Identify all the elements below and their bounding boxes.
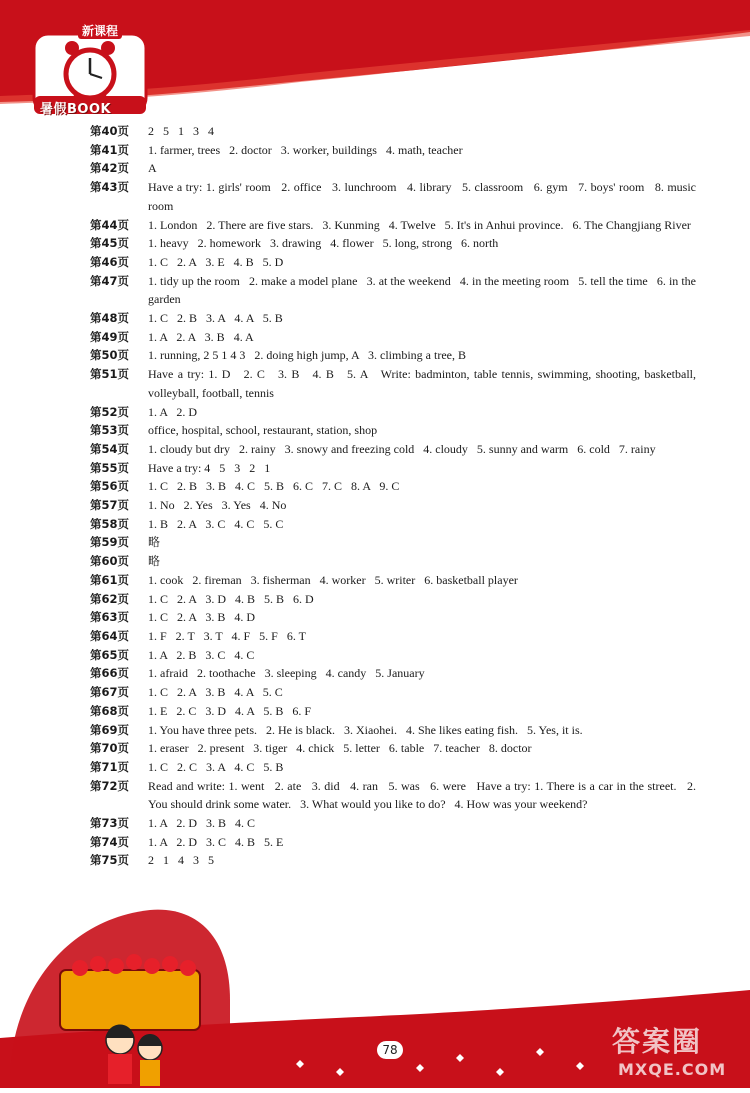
answer-row	[90, 552, 696, 571]
answer-text: 1. farmer, trees 2. doctor 3. worker, buildings 4. math, teacher	[148, 142, 463, 157]
answer-text: office, hospital, school, restaurant, station, shop	[148, 423, 378, 438]
answer-text: 2 5 1 3 4	[148, 124, 214, 138]
watermark-cn: 答案圈	[612, 1025, 703, 1058]
watermark-en: MXQE.COM	[618, 1060, 727, 1079]
answer-row	[90, 477, 696, 496]
answer-row	[90, 159, 696, 178]
answer-row	[90, 440, 696, 459]
answer-text: 1. afraid 2. toothache 3. sleeping 4. candy 5. January	[148, 666, 425, 681]
answer-row	[90, 590, 696, 609]
answer-row	[90, 721, 696, 740]
answer-text: 略	[148, 554, 161, 569]
answer-text: 1. C 2. B 3. A 4. A 5. B	[148, 311, 283, 326]
page-label: 第52页	[90, 404, 130, 419]
logo-series-label: 新课程	[78, 22, 122, 39]
page-label: 第70页	[90, 741, 130, 756]
watermark	[612, 1020, 742, 1080]
answer-text: 1. C 2. A 3. B 4. D	[148, 610, 256, 625]
page-label: 第60页	[90, 554, 130, 569]
answer-row	[90, 571, 696, 590]
page-label: 第47页	[90, 273, 130, 288]
page-label: 第71页	[90, 759, 130, 774]
answer-text: 1. A 2. D 3. B 4. C	[148, 816, 256, 831]
page-label: 第44页	[90, 217, 130, 232]
answer-text: 1. running, 2 5 1 4 3 2. doing high jump, A 3. climbing a tree, B	[148, 348, 466, 363]
answer-row	[90, 833, 696, 852]
answer-row	[90, 515, 696, 534]
answer-text: Have a try: 4 5 3 2 1	[148, 460, 271, 475]
page-label: 第62页	[90, 591, 130, 606]
answer-text: Read and write: 1. went 2. ate 3. did 4. ran 5. was 6. were Have a try: 1. There is a car in the street. 2. You should drink some water. 3. What would you like to do? 4. How was your weekend?	[148, 778, 699, 812]
answer-row	[90, 851, 696, 870]
answer-row	[90, 777, 699, 814]
answer-row	[90, 664, 696, 683]
page-label: 第45页	[90, 236, 130, 251]
page-label: 第40页	[90, 124, 130, 138]
page-label: 第66页	[90, 666, 130, 681]
answer-text: 1. A 2. D 3. C 4. B 5. E	[148, 834, 284, 849]
answer-row	[90, 683, 696, 702]
answer-row	[90, 403, 696, 422]
page-label: 第72页	[90, 778, 130, 793]
answer-text: 1. C 2. A 3. E 4. B 5. D	[148, 254, 284, 269]
page-label: 第58页	[90, 516, 130, 531]
answer-text: 1. F 2. T 3. T 4. F 5. F 6. T	[148, 628, 306, 643]
answer-row	[90, 702, 696, 721]
answer-text: 1. C 2. A 3. D 4. B 5. B 6. D	[148, 591, 314, 606]
answer-row	[90, 216, 696, 235]
page-label: 第59页	[90, 535, 130, 550]
answer-row	[90, 309, 696, 328]
answer-text: 1. cloudy but dry 2. rainy 3. snowy and freezing cold 4. cloudy 5. sunny and warm 6. cold 7. rainy	[148, 441, 656, 456]
answer-text: 2 1 4 3 5	[148, 853, 214, 868]
page-label: 第68页	[90, 703, 130, 718]
answer-text: 1. heavy 2. homework 3. drawing 4. flower 5. long, strong 6. north	[148, 236, 499, 251]
answer-text: 1. A 2. A 3. B 4. A	[148, 329, 254, 344]
answer-row	[90, 496, 696, 515]
answer-row	[90, 234, 696, 253]
page-label: 第74页	[90, 834, 130, 849]
page-label: 第50页	[90, 348, 130, 363]
answer-row	[90, 421, 696, 440]
answer-text: 1. You have three pets. 2. He is black. 3. Xiaohei. 4. She likes eating fish. 5. Yes, it is.	[148, 722, 583, 737]
answer-text: 1. cook 2. fireman 3. fisherman 4. worker 5. writer 6. basketball player	[148, 572, 518, 587]
answer-row	[90, 739, 696, 758]
answer-text: 1. C 2. A 3. B 4. A 5. C	[148, 685, 283, 700]
answer-text: 1. A 2. D	[148, 404, 198, 419]
answer-row	[90, 533, 696, 552]
answer-text: 1. eraser 2. present 3. tiger 4. chick 5. letter 6. table 7. teacher 8. doctor	[148, 741, 532, 756]
answer-row	[90, 758, 696, 777]
page-label: 第54页	[90, 441, 130, 456]
page-label: 第57页	[90, 498, 130, 513]
answer-text: Have a try: 1. girls' room 2. office 3. lunchroom 4. library 5. classroom 6. gym 7. boys' room 8. music room	[148, 180, 699, 213]
answer-row	[90, 608, 696, 627]
page-label: 第75页	[90, 853, 130, 868]
answer-text: 略	[148, 535, 161, 550]
answer-row	[90, 646, 696, 665]
children-illustration	[0, 880, 250, 1088]
answer-text: Have a try: 1. D 2. C 3. B 4. B 5. A Write: badminton, table tennis, swimming, shooting, basketball, volleyball, football, tennis	[148, 367, 699, 400]
answer-row	[90, 627, 696, 646]
page-label: 第51页	[90, 367, 130, 382]
answer-row	[90, 122, 696, 141]
page-label: 第48页	[90, 311, 130, 326]
logo	[30, 22, 150, 122]
page-label: 第73页	[90, 816, 130, 831]
page-label: 第49页	[90, 329, 130, 344]
answer-text: 1. A 2. B 3. C 4. C	[148, 647, 255, 662]
page-number: 78	[376, 1040, 404, 1060]
page-label: 第65页	[90, 647, 130, 662]
page-label: 第69页	[90, 722, 130, 737]
answer-row	[90, 814, 696, 833]
answer-row	[90, 141, 696, 160]
page-label: 第63页	[90, 610, 130, 625]
logo-book-label: 暑假BOOK	[40, 102, 112, 117]
page-label: 第46页	[90, 254, 130, 269]
answer-row	[90, 272, 699, 309]
answer-row	[90, 328, 696, 347]
page-label: 第53页	[90, 423, 130, 438]
answer-text: 1. C 2. B 3. B 4. C 5. B 6. C 7. C 8. A 9. C	[148, 479, 400, 494]
answer-text: 1. tidy up the room 2. make a model plane 3. at the weekend 4. in the meeting room 5. tell the time 6. in the garden	[148, 273, 699, 307]
answer-list	[90, 122, 699, 870]
answer-text: 1. London 2. There are five stars. 3. Kunming 4. Twelve 5. It's in Anhui province. 6. The Changjiang River	[148, 217, 691, 232]
page-label: 第41页	[90, 142, 130, 157]
page-label: 第43页	[90, 180, 130, 195]
answer-row	[90, 459, 696, 478]
answer-text: 1. C 2. C 3. A 4. C 5. B	[148, 759, 284, 774]
answer-text: 1. E 2. C 3. D 4. A 5. B 6. F	[148, 703, 312, 718]
page-label: 第56页	[90, 479, 130, 494]
page-label: 第67页	[90, 685, 130, 700]
answer-text: 1. B 2. A 3. C 4. C 5. C	[148, 516, 284, 531]
answer-row	[90, 178, 699, 215]
page-label: 第61页	[90, 572, 130, 587]
answer-text: A	[148, 161, 157, 176]
page-label: 第55页	[90, 460, 130, 475]
answer-row	[90, 365, 699, 402]
answer-row	[90, 253, 696, 272]
answer-text: 1. No 2. Yes 3. Yes 4. No	[148, 498, 287, 513]
page-label: 第64页	[90, 628, 130, 643]
page-label: 第42页	[90, 161, 130, 176]
answer-row	[90, 346, 696, 365]
